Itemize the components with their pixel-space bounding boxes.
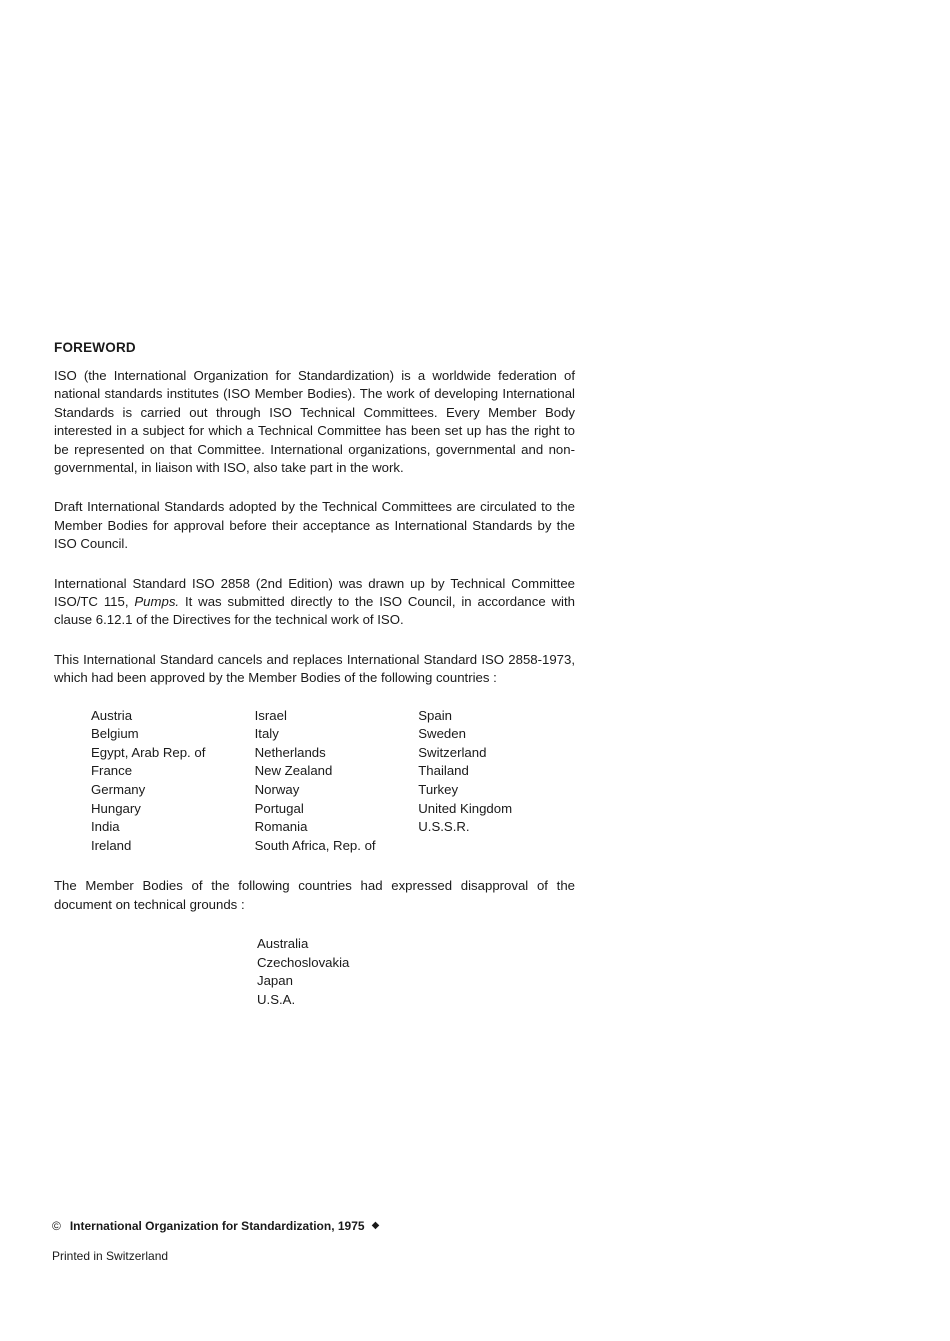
foreword-paragraph-tc115 bbox=[54, 575, 575, 630]
tc115-text-end: It was submitted directly to the ISO Council, in accordance with clause 6.12.1 of the Directives for the technical work of ISO. bbox=[54, 594, 575, 628]
country-name: Czechoslovakia bbox=[257, 954, 350, 970]
foreword-section bbox=[54, 339, 575, 1010]
printed-in-line: Printed in Switzerland bbox=[52, 1249, 169, 1263]
country-name: France bbox=[91, 763, 133, 779]
country-name: Australia bbox=[257, 936, 309, 952]
country-name: Thailand bbox=[418, 763, 469, 779]
country-name: U.S.S.R. bbox=[418, 819, 470, 835]
copyright-text: International Organization for Standardization, 1975 bbox=[69, 1219, 365, 1233]
country-name: Sweden bbox=[418, 726, 466, 742]
approving-countries-column-3 bbox=[418, 707, 575, 856]
country-name: Portugal bbox=[254, 800, 304, 816]
country-name: Italy bbox=[254, 726, 279, 742]
country-name: Turkey bbox=[418, 782, 459, 798]
diamond-bullet-icon: ◆ bbox=[371, 1220, 380, 1231]
copyright-line bbox=[52, 1218, 552, 1234]
foreword-heading: FOREWORD bbox=[54, 340, 136, 355]
country-name: Austria bbox=[91, 707, 133, 723]
country-name: Hungary bbox=[91, 800, 141, 816]
tc115-text-start: International Standard ISO 2858 (2nd Edition) was drawn up by Technical Committee ISO/TC 115, bbox=[54, 575, 575, 610]
country-name: Germany bbox=[91, 782, 146, 798]
country-name: Israel bbox=[254, 707, 287, 723]
country-name: Spain bbox=[418, 707, 452, 723]
foreword-paragraph-iso-intro: ISO (the International Organization for Standardization) is a worldwide federation of national standards institutes (ISO Member Bodies). The work of developing International Standards is carried out through ISO Technical Committees. Every Member Body interested in a subject for which a Technical Committee has been set up has the right to be represented on that Committee. International organizations, governmental and non-governmental, in liaison with ISO, also take part in the work. bbox=[54, 368, 575, 476]
country-name: Egypt, Arab Rep. of bbox=[91, 744, 206, 760]
approving-countries-column-1 bbox=[91, 707, 255, 856]
country-name: Japan bbox=[257, 973, 293, 989]
copyright-symbol: © bbox=[52, 1219, 61, 1233]
footer bbox=[52, 1218, 552, 1264]
country-name: Romania bbox=[254, 819, 308, 835]
approving-countries-column-2 bbox=[255, 707, 419, 856]
country-name: South Africa, Rep. of bbox=[254, 837, 376, 853]
country-name: Ireland bbox=[91, 837, 132, 853]
disapproving-countries-list bbox=[257, 935, 575, 1009]
country-name: United Kingdom bbox=[418, 800, 513, 816]
foreword-paragraph-cancels: This International Standard cancels and replaces International Standard ISO 2858-1973, which had been approved by the Member Bodies of the following countries : bbox=[54, 651, 575, 686]
foreword-paragraph-draft-standards: Draft International Standards adopted by the Technical Committees are circulated to the Member Bodies for approval before their acceptance as International Standards by the ISO Council. bbox=[54, 499, 575, 552]
country-name: New Zealand bbox=[254, 763, 333, 779]
country-name: U.S.A. bbox=[257, 992, 296, 1008]
tc115-pumps-title: Pumps. bbox=[134, 594, 180, 610]
country-name: India bbox=[91, 819, 120, 835]
approving-countries-list bbox=[91, 707, 575, 856]
country-name: Belgium bbox=[91, 726, 139, 742]
country-name: Norway bbox=[254, 782, 300, 798]
foreword-paragraph-disapproval: The Member Bodies of the following countries had expressed disapproval of the document on technical grounds : bbox=[54, 878, 575, 912]
country-name: Netherlands bbox=[254, 744, 326, 760]
country-name: Switzerland bbox=[418, 744, 487, 760]
